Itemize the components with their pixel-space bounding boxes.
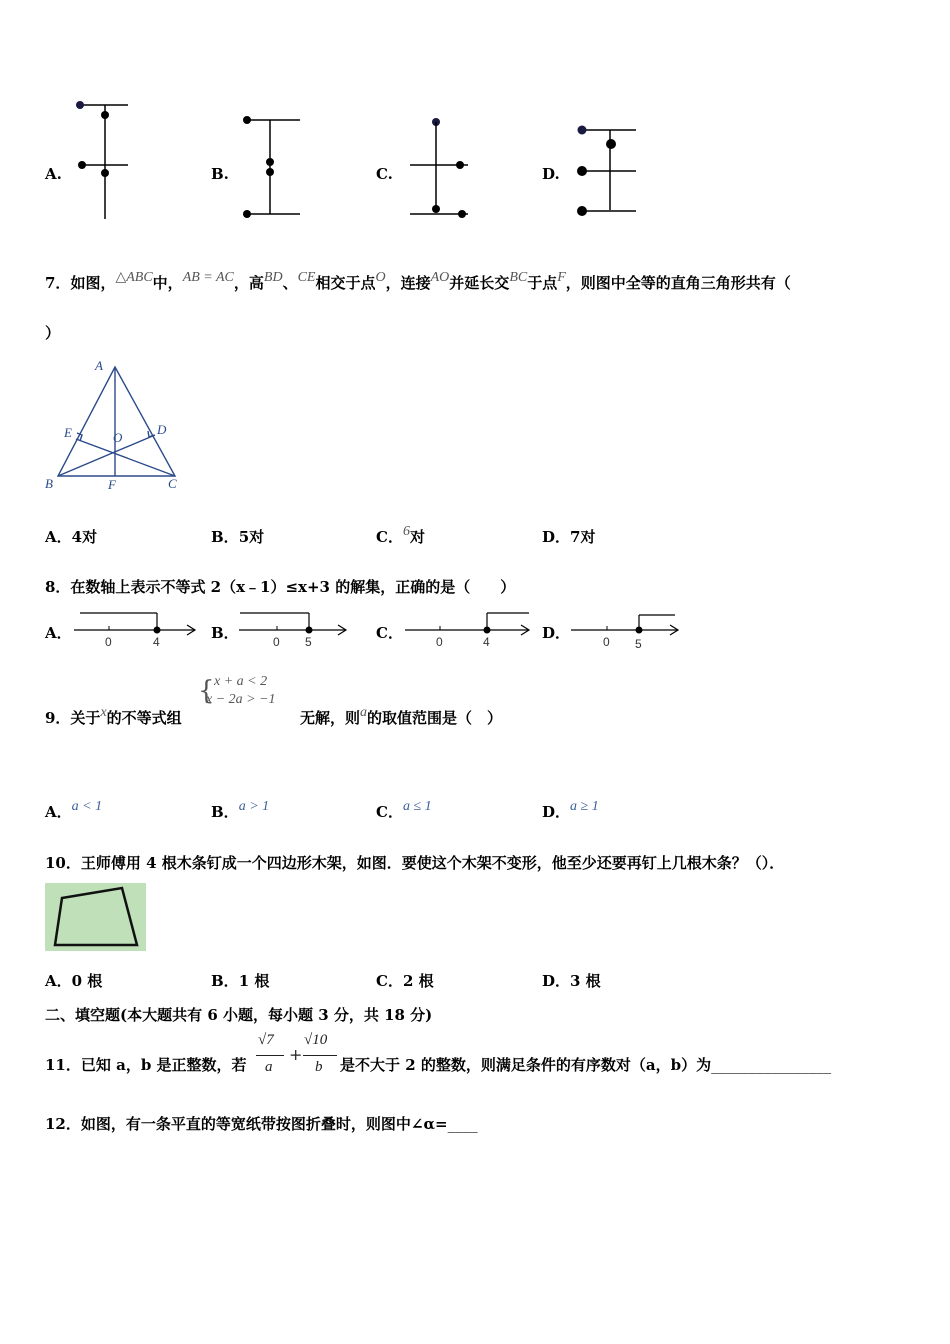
q7-label-d: D xyxy=(157,422,167,437)
q6-option-c-figure xyxy=(400,112,480,227)
q11-stem-part1: 11．已知 a，b 是正整数，若 xyxy=(45,1056,247,1074)
q8-option-b-label[interactable]: B． xyxy=(211,624,239,642)
svg-text:0: 0 xyxy=(105,635,112,649)
svg-text:5: 5 xyxy=(635,637,642,651)
q11-fraction-2: √10 b xyxy=(303,1032,339,1082)
q7-label-a: A xyxy=(95,358,103,373)
q10-quadrilateral-figure xyxy=(45,883,146,951)
q6-option-b-figure xyxy=(235,110,315,230)
q6-option-a-figure xyxy=(60,95,140,225)
q7-math-eq: AB = AC xyxy=(182,270,234,285)
q9-option-d[interactable]: D．a ≥ 1 xyxy=(542,799,599,821)
q6-option-a-label: A. xyxy=(45,165,62,183)
q8-stem: 8．在数轴上表示不等式 2（x﹣1）≤x+3 的解集，正确的是（ ） xyxy=(45,578,516,596)
q6-option-d-figure xyxy=(570,120,650,225)
svg-text:4: 4 xyxy=(153,635,160,649)
q9-stem-part2: 无解，则a的取值范围是（ ） xyxy=(300,705,503,727)
q12-answer-blank[interactable]: ____ xyxy=(447,1115,478,1133)
q6-option-d-label: D. xyxy=(542,165,560,183)
q10-stem: 10．王师傅用 4 根木条钉成一个四边形木架，如图．要使这个木架不变形，他至少还要再钉上几根木条？（）． xyxy=(45,854,785,872)
question-12: 12．如图，有一条平直的等宽纸带按图折叠时，则图中∠α=____ xyxy=(45,1115,478,1133)
q7-label-c: C xyxy=(168,476,177,491)
q8-option-c-numberline[interactable] xyxy=(403,605,538,650)
q7-option-b[interactable]: B．5对 xyxy=(211,528,265,546)
q7-stem-close: ） xyxy=(45,324,61,342)
svg-text:5: 5 xyxy=(305,635,312,649)
q11-fraction-1: √7 a xyxy=(256,1032,286,1082)
q8-option-d-numberline[interactable] xyxy=(569,605,689,650)
q9-option-c[interactable]: C．a ≤ 1 xyxy=(376,799,432,821)
q9-inequality-system: { x + a < 2 x − 2a > −1 xyxy=(198,674,276,707)
q7-triangle-figure xyxy=(40,355,190,495)
svg-text:0: 0 xyxy=(273,635,280,649)
q9-option-b[interactable]: B．a > 1 xyxy=(211,799,270,821)
svg-text:0: 0 xyxy=(436,635,443,649)
q7-option-a[interactable]: A．4对 xyxy=(45,528,98,546)
q6-option-c-label: C. xyxy=(376,165,393,183)
q11-answer-blank[interactable]: ________________ xyxy=(711,1056,832,1074)
section-2-title: 二、填空题(本大题共有 6 小题，每小题 3 分，共 18 分) xyxy=(45,1006,433,1024)
q8-option-a-label[interactable]: A． xyxy=(45,624,72,642)
q8-option-b-numberline[interactable] xyxy=(237,605,367,650)
q7-math-triangle: △ABC xyxy=(115,270,153,285)
q7-label-b: B xyxy=(45,476,53,491)
q7-option-c[interactable]: C．6对 xyxy=(376,524,425,546)
q8-option-c-label[interactable]: C． xyxy=(376,624,403,642)
q11-plus: + xyxy=(289,1045,303,1064)
q6-option-b-label: B. xyxy=(211,165,229,183)
q10-option-c[interactable]: C．2 根 xyxy=(376,972,434,990)
q8-option-a-numberline[interactable] xyxy=(72,605,202,650)
q10-option-b[interactable]: B．1 根 xyxy=(211,972,270,990)
q7-stem: 7．如图，△ABC中，AB = AC，高BD、CE相交于点O，连接AO并延长交BC于点F，则图中全等的直角三角形共有（ xyxy=(45,270,791,292)
q7-label-f: F xyxy=(108,477,116,492)
q7-option-d[interactable]: D．7对 xyxy=(542,528,596,546)
q10-option-a[interactable]: A．0 根 xyxy=(45,972,103,990)
q10-option-d[interactable]: D．3 根 xyxy=(542,972,601,990)
q7-label-e: E xyxy=(64,425,72,440)
q8-option-d-label[interactable]: D． xyxy=(542,624,571,642)
q9-option-a[interactable]: A．a < 1 xyxy=(45,799,103,821)
q7-label-o: O xyxy=(113,430,123,445)
svg-text:0: 0 xyxy=(603,635,610,649)
q9-stem-part1: 9．关于x的不等式组 xyxy=(45,705,182,727)
q11-stem-part2: 是不大于 2 的整数，则满足条件的有序数对（a，b）为________________ xyxy=(340,1056,832,1074)
svg-text:4: 4 xyxy=(483,635,490,649)
